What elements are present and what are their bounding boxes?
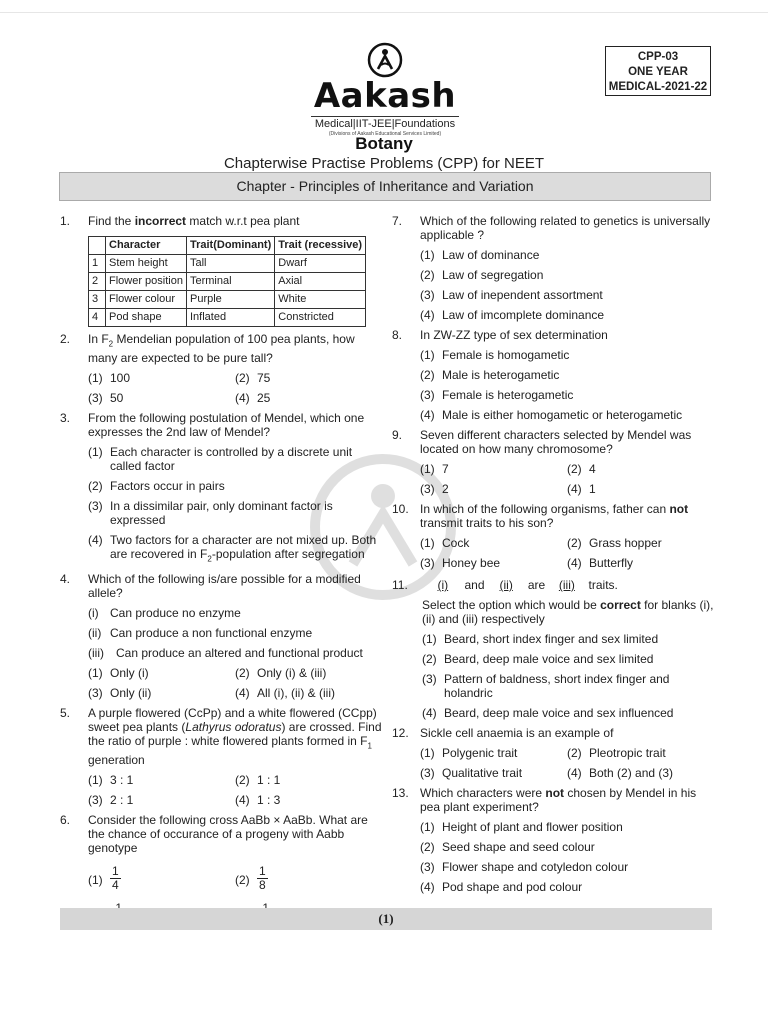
- fraction: $\frac{1}{4}$: [112, 864, 119, 893]
- question-12: [392, 726, 714, 780]
- question-text: 11. (i) and (ii) are (iii) traits.: [392, 578, 618, 592]
- blank: (i): [437, 578, 449, 592]
- option[interactable]: (3) Qualitative trait: [420, 766, 523, 780]
- question-number: 10.: [392, 502, 409, 516]
- option[interactable]: (1) Height of plant and flower position: [420, 820, 623, 834]
- options-row: [88, 793, 382, 807]
- table-cell: 2: [89, 273, 106, 291]
- question-number: 1.: [60, 214, 71, 228]
- question-4: [60, 572, 382, 700]
- table-cell: Pod shape: [106, 309, 187, 327]
- traits-table: [88, 236, 366, 327]
- question-number: 4.: [60, 571, 71, 586]
- question-number: 5.: [60, 705, 71, 720]
- question-9: [392, 428, 714, 496]
- top-divider: [0, 12, 768, 13]
- options-row: [420, 536, 714, 550]
- table-cell: Flower colour: [106, 291, 187, 309]
- question-5: [60, 706, 382, 807]
- option[interactable]: (2) Seed shape and seed colour: [420, 840, 595, 854]
- table-cell: Constricted: [275, 309, 366, 327]
- option[interactable]: (3) 50: [88, 391, 124, 406]
- table-header: Trait (recessive): [275, 237, 366, 255]
- option[interactable]: (3) Pattern of baldness, short index finger and holandric: [422, 672, 670, 700]
- option[interactable]: (1) 7: [420, 462, 449, 476]
- question-text: Seven different characters selected by Mendel was located on how many chromosome?: [420, 428, 692, 456]
- question-13: [392, 786, 714, 894]
- right-column: [392, 214, 714, 894]
- option[interactable]: (1) Female is homogametic: [420, 348, 570, 362]
- option[interactable]: (1) Law of dominance: [420, 248, 540, 262]
- question-1: [60, 214, 382, 327]
- table-row: [89, 273, 366, 291]
- options-row: [420, 766, 714, 780]
- question-text: Sickle cell anaemia is an example of: [420, 726, 614, 740]
- option[interactable]: (1) 3 : 1: [88, 773, 134, 788]
- table-cell: Tall: [186, 255, 274, 273]
- options-row: [88, 686, 382, 700]
- option[interactable]: (2) Male is heterogametic: [420, 368, 560, 382]
- blank: (iii): [558, 578, 575, 592]
- option[interactable]: (1) $\frac{1}{4}$: [88, 864, 119, 893]
- statement-item: (iii) Can produce an altered and functional product: [88, 645, 363, 660]
- option[interactable]: (2) Pleotropic trait: [567, 746, 666, 760]
- table-cell: Purple: [186, 291, 274, 309]
- question-number: 8.: [392, 328, 403, 342]
- question-text: Find the incorrect match w.r.t pea plant: [88, 214, 300, 228]
- option[interactable]: (4) 1 : 3: [235, 793, 281, 808]
- table-cell: Stem height: [106, 255, 187, 273]
- option[interactable]: (4) 1: [567, 482, 596, 496]
- table-cell: White: [275, 291, 366, 309]
- option[interactable]: (3) Only (ii): [88, 685, 152, 700]
- option[interactable]: (3) Honey bee: [420, 556, 501, 570]
- option[interactable]: (2) Grass hopper: [567, 536, 662, 550]
- chapter-bar: Chapter - Principles of Inheritance and Variation: [59, 172, 711, 201]
- question-11: [392, 578, 714, 720]
- option[interactable]: (2) 4: [567, 462, 596, 476]
- question-text: In $F_2$ Mendelian population of 100 pea plants, how many are expected to be pure tall?: [88, 332, 355, 366]
- subject-title: Botany: [355, 134, 413, 153]
- options-row: [88, 666, 382, 680]
- option[interactable]: (4) All (i), (ii) & (iii): [235, 685, 335, 700]
- question-number: 13.: [392, 786, 409, 800]
- cpp-batch: MEDICAL-2021-22: [608, 81, 708, 93]
- table-cell: Dwarf: [275, 255, 366, 273]
- question-number: 6.: [60, 813, 71, 828]
- option[interactable]: (2) Factors occur in pairs: [88, 479, 225, 494]
- question-8: [392, 328, 714, 422]
- brand-division-note: (Divisions of Aakash Educational Services Limited): [328, 131, 442, 137]
- question-text: Which of the following related to genetics is universally applicable ?: [420, 214, 711, 242]
- option[interactable]: (4) Two factors for a character are not mixed up. Both are recovered in $F_2$-population after segregation: [88, 533, 377, 564]
- table-cell: Axial: [275, 273, 366, 291]
- option[interactable]: (2) $\frac{1}{8}$: [235, 864, 266, 893]
- table-cell: Terminal: [186, 273, 274, 291]
- question-number: 11.: [392, 578, 408, 592]
- options-row: [88, 865, 382, 892]
- question-text: Which characters were not chosen by Mendel in his pea plant experiment?: [420, 786, 697, 814]
- option[interactable]: (1) Beard, short index finger and sex limited: [422, 632, 659, 646]
- cpp-code: CPP-03: [637, 51, 679, 63]
- table-row: [89, 309, 366, 327]
- question-text: In ZW-ZZ type of sex determination: [420, 328, 608, 342]
- option[interactable]: (4) Beard, deep male voice and sex influenced: [422, 706, 674, 720]
- options-row: [88, 371, 382, 385]
- options-row: [420, 746, 714, 760]
- option[interactable]: (1) Each character is controlled by a discrete unit called factor: [88, 445, 353, 474]
- question-number: 9.: [392, 428, 403, 442]
- question-text: Which of the following is/are possible for a modified allele?: [88, 571, 361, 600]
- options-row: [88, 391, 382, 405]
- aakash-logo-icon: [367, 42, 403, 78]
- option[interactable]: (1) Polygenic trait: [420, 746, 518, 760]
- option[interactable]: (2) Only (i) & (iii): [235, 665, 327, 680]
- page-number: (1): [60, 908, 712, 930]
- question-number: 2.: [60, 332, 71, 346]
- brand-subtitle: Medical|IIT-JEE|Foundations: [314, 118, 456, 130]
- options-row: [420, 556, 714, 570]
- question-3: [60, 411, 382, 566]
- question-text: A purple flowered (CcPp) and a white flowered (CCpp) sweet pea plants (Lathyrus odoratus) are crossed. Find the ratio of purple : white flowered plants formed in $F_1$ generation: [88, 705, 382, 768]
- option[interactable]: (1) Cock: [420, 536, 470, 550]
- question-number: 7.: [392, 214, 403, 228]
- brand-name: Aakash: [313, 76, 457, 116]
- table-cell: 3: [89, 291, 106, 309]
- cpp-code-box: [605, 46, 711, 96]
- statement-item: (ii) Can produce a non functional enzyme: [88, 625, 313, 640]
- option[interactable]: (4) 25: [235, 391, 271, 406]
- table-cell: Inflated: [186, 309, 274, 327]
- question-text: In which of the following organisms, father can not transmit traits to his son?: [420, 502, 689, 530]
- options-row: [420, 462, 714, 476]
- aakash-logo: [300, 42, 470, 138]
- brand-rule: [311, 116, 459, 117]
- question-10: [392, 502, 714, 570]
- table-cell: 4: [89, 309, 106, 327]
- option[interactable]: (4) Male is either homogametic or heterogametic: [420, 408, 683, 422]
- table-header: Character: [106, 237, 187, 255]
- option[interactable]: (4) Pod shape and pod colour: [420, 880, 583, 894]
- question-number: 3.: [60, 411, 71, 426]
- options-row: [420, 482, 714, 496]
- option[interactable]: (2) 75: [235, 371, 271, 386]
- table-row: [89, 291, 366, 309]
- option[interactable]: (4) Law of imcomplete dominance: [420, 308, 605, 322]
- option[interactable]: (3) Flower shape and cotyledon colour: [420, 860, 629, 874]
- option[interactable]: (3) 2 : 1: [88, 793, 134, 808]
- option[interactable]: (1) 100: [88, 371, 131, 386]
- question-text: Consider the following cross AaBb × AaBb. What are the chance of occurance of a progeny with Aabb genotype: [88, 813, 368, 856]
- table-cell: Flower position: [106, 273, 187, 291]
- option[interactable]: (1) Only (i): [88, 665, 149, 680]
- table-header: [89, 237, 106, 255]
- left-column: [60, 214, 382, 929]
- blank: (ii): [499, 578, 513, 592]
- option[interactable]: (3) 2: [420, 482, 449, 496]
- question-7: [392, 214, 714, 322]
- table-row: [89, 255, 366, 273]
- option[interactable]: (4) Butterfly: [567, 556, 634, 570]
- question-number: 12.: [392, 726, 409, 740]
- question-instruction: Select the option which would be correct for blanks (i), (ii) and (iii) respectively: [422, 598, 714, 626]
- option[interactable]: (4) Both (2) and (3): [567, 766, 674, 780]
- option[interactable]: (2) Beard, deep male voice and sex limited: [422, 652, 654, 666]
- options-row: [88, 773, 382, 787]
- option[interactable]: (2) Law of segregation: [420, 268, 544, 282]
- option[interactable]: (3) Female is heterogametic: [420, 388, 574, 402]
- option[interactable]: (2) 1 : 1: [235, 773, 281, 788]
- fraction: $\frac{1}{8}$: [259, 864, 266, 893]
- cpp-duration: ONE YEAR: [628, 66, 688, 78]
- statement-item: (i) Can produce no enzyme: [88, 605, 241, 620]
- course-title: Chapterwise Practise Problems (CPP) for NEET: [223, 155, 545, 172]
- table-header-row: [89, 237, 366, 255]
- question-text: From the following postulation of Mendel, which one expresses the 2nd law of Mendel?: [88, 411, 365, 440]
- option[interactable]: (3) In a dissimilar pair, only dominant factor is expressed: [88, 499, 333, 528]
- question-2: [60, 332, 382, 405]
- table-cell: 1: [89, 255, 106, 273]
- option[interactable]: (3) Law of inependent assortment: [420, 288, 603, 302]
- table-header: Trait(Dominant): [186, 237, 274, 255]
